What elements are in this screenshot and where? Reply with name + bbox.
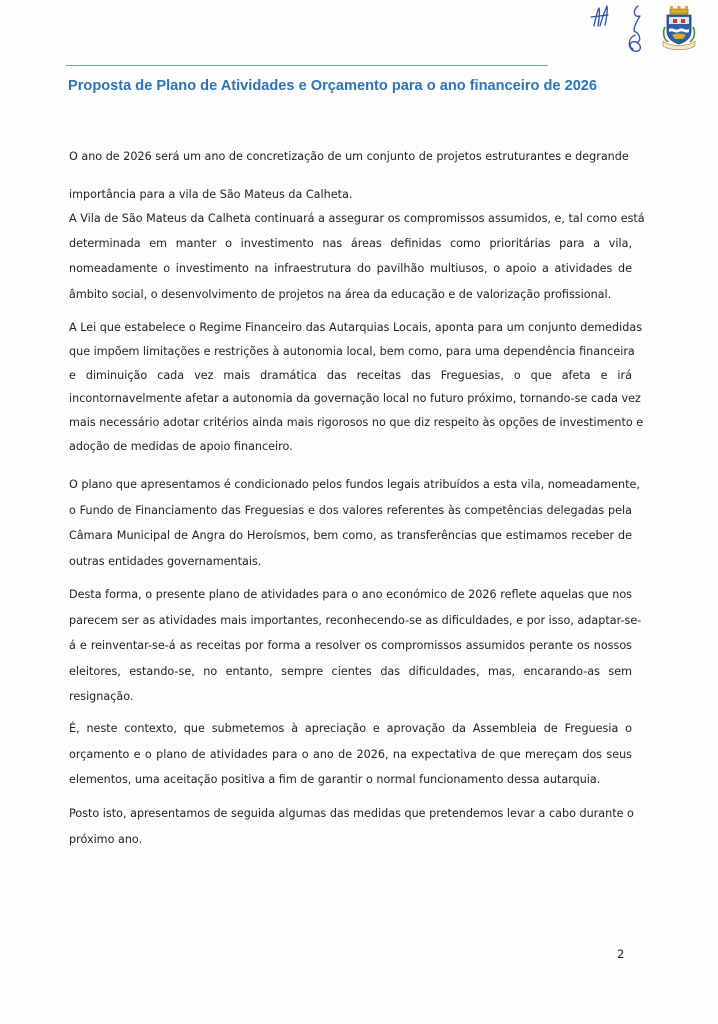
paragraph-line: resignação.	[69, 690, 134, 703]
paragraph-line: O plano que apresentamos é condicionado pelos fundos legais atribuídos a esta vila, nomeadamente,	[69, 478, 640, 491]
paragraph-2	[69, 206, 645, 307]
paragraph-line: próximo ano.	[69, 832, 143, 846]
paragraph-line: eleitores, estando-se, no entanto, sempre cientes das dificuldades, mas, encarando-as sem	[69, 664, 632, 678]
paragraph-line: orçamento e o plano de atividades para o ano de 2026, na expectativa de que mereçam dos seus	[69, 747, 632, 761]
paragraph-line: O ano de 2026 será um ano de concretização de um conjunto de projetos estruturantes e degrande	[69, 150, 629, 163]
paragraph-line: mais necessário adotar critérios ainda mais rigorosos no que diz respeito às opções de investimento e	[69, 416, 644, 430]
paragraph-line: A Vila de São Mateus da Calheta continuará a assegurar os compromissos assumidos, e, tal como está	[69, 212, 645, 225]
paragraph-3	[69, 316, 644, 459]
paragraph-line: incontornavelmente afetar a autonomia da governação local no futuro próximo, tornando-se cada vez	[69, 392, 641, 406]
paragraph-line: É, neste contexto, que submetemos à apreciação e aprovação da Assembleia de Freguesia o	[69, 722, 632, 735]
paragraph-line: Posto isto, apresentamos de seguida algumas das medidas que pretendemos levar a cabo durante o	[69, 807, 634, 820]
paragraph-line: nomeadamente o investimento na infraestrutura do pavilhão multiusos, o apoio a atividades de	[69, 262, 632, 276]
paragraph-line: o Fundo de Financiamento das Freguesias e dos valores referentes às competências delegadas pela	[69, 503, 632, 517]
paragraph-4	[69, 472, 640, 574]
paragraph-6	[69, 716, 632, 793]
paragraph-line: adoção de medidas de apoio financeiro.	[69, 439, 293, 453]
paragraph-line: e diminuição cada vez mais dramática das receitas das Freguesias, o que afeta e irá	[69, 368, 632, 382]
paragraph-line: âmbito social, o desenvolvimento de projetos na área da educação e de valorização profissional.	[69, 287, 612, 301]
paragraph-line: á e reinventar-se-á as receitas por forma a resolver os compromissos assumidos perante os nossos	[69, 639, 632, 652]
paragraph-line: parecem ser as atividades mais importantes, reconhecendo-se as dificuldades, e por isso, adaptar-se-	[69, 613, 642, 627]
page-number: 2	[617, 947, 625, 961]
paragraph-7	[69, 801, 632, 852]
paragraph-1	[69, 138, 632, 214]
paragraph-line: elementos, uma aceitação positiva a fim de garantir o normal funcionamento dessa autarquia.	[69, 773, 601, 786]
paragraph-5	[69, 582, 642, 710]
parish-crest-icon	[659, 5, 699, 53]
paragraph-line: importância para a vila de São Mateus da Calheta.	[69, 188, 353, 201]
paragraph-line: Desta forma, o presente plano de atividades para o ano económico de 2026 reflete aquelas que nos	[69, 588, 632, 601]
paragraph-line: que impõem limitações e restrições à autonomia local, bem como, para uma dependência financeira	[69, 344, 635, 358]
paragraph-line: determinada em manter o investimento nas áreas definidas como prioritárias para a vila,	[69, 237, 632, 251]
paragraph-line: outras entidades governamentais.	[69, 554, 262, 568]
paragraph-line: A Lei que estabelece o Regime Financeiro das Autarquias Locais, aponta para um conjunto demedidas	[69, 321, 643, 334]
handwritten-signature	[586, 2, 656, 64]
document-title: Proposta de Plano de Atividades e Orçamento para o ano financeiro de 2026	[68, 78, 598, 94]
paragraph-line: Câmara Municipal de Angra do Heroísmos, bem como, as transferências que estimamos receber de	[69, 529, 632, 542]
crown-icon	[670, 6, 688, 14]
header-rule	[66, 65, 548, 66]
